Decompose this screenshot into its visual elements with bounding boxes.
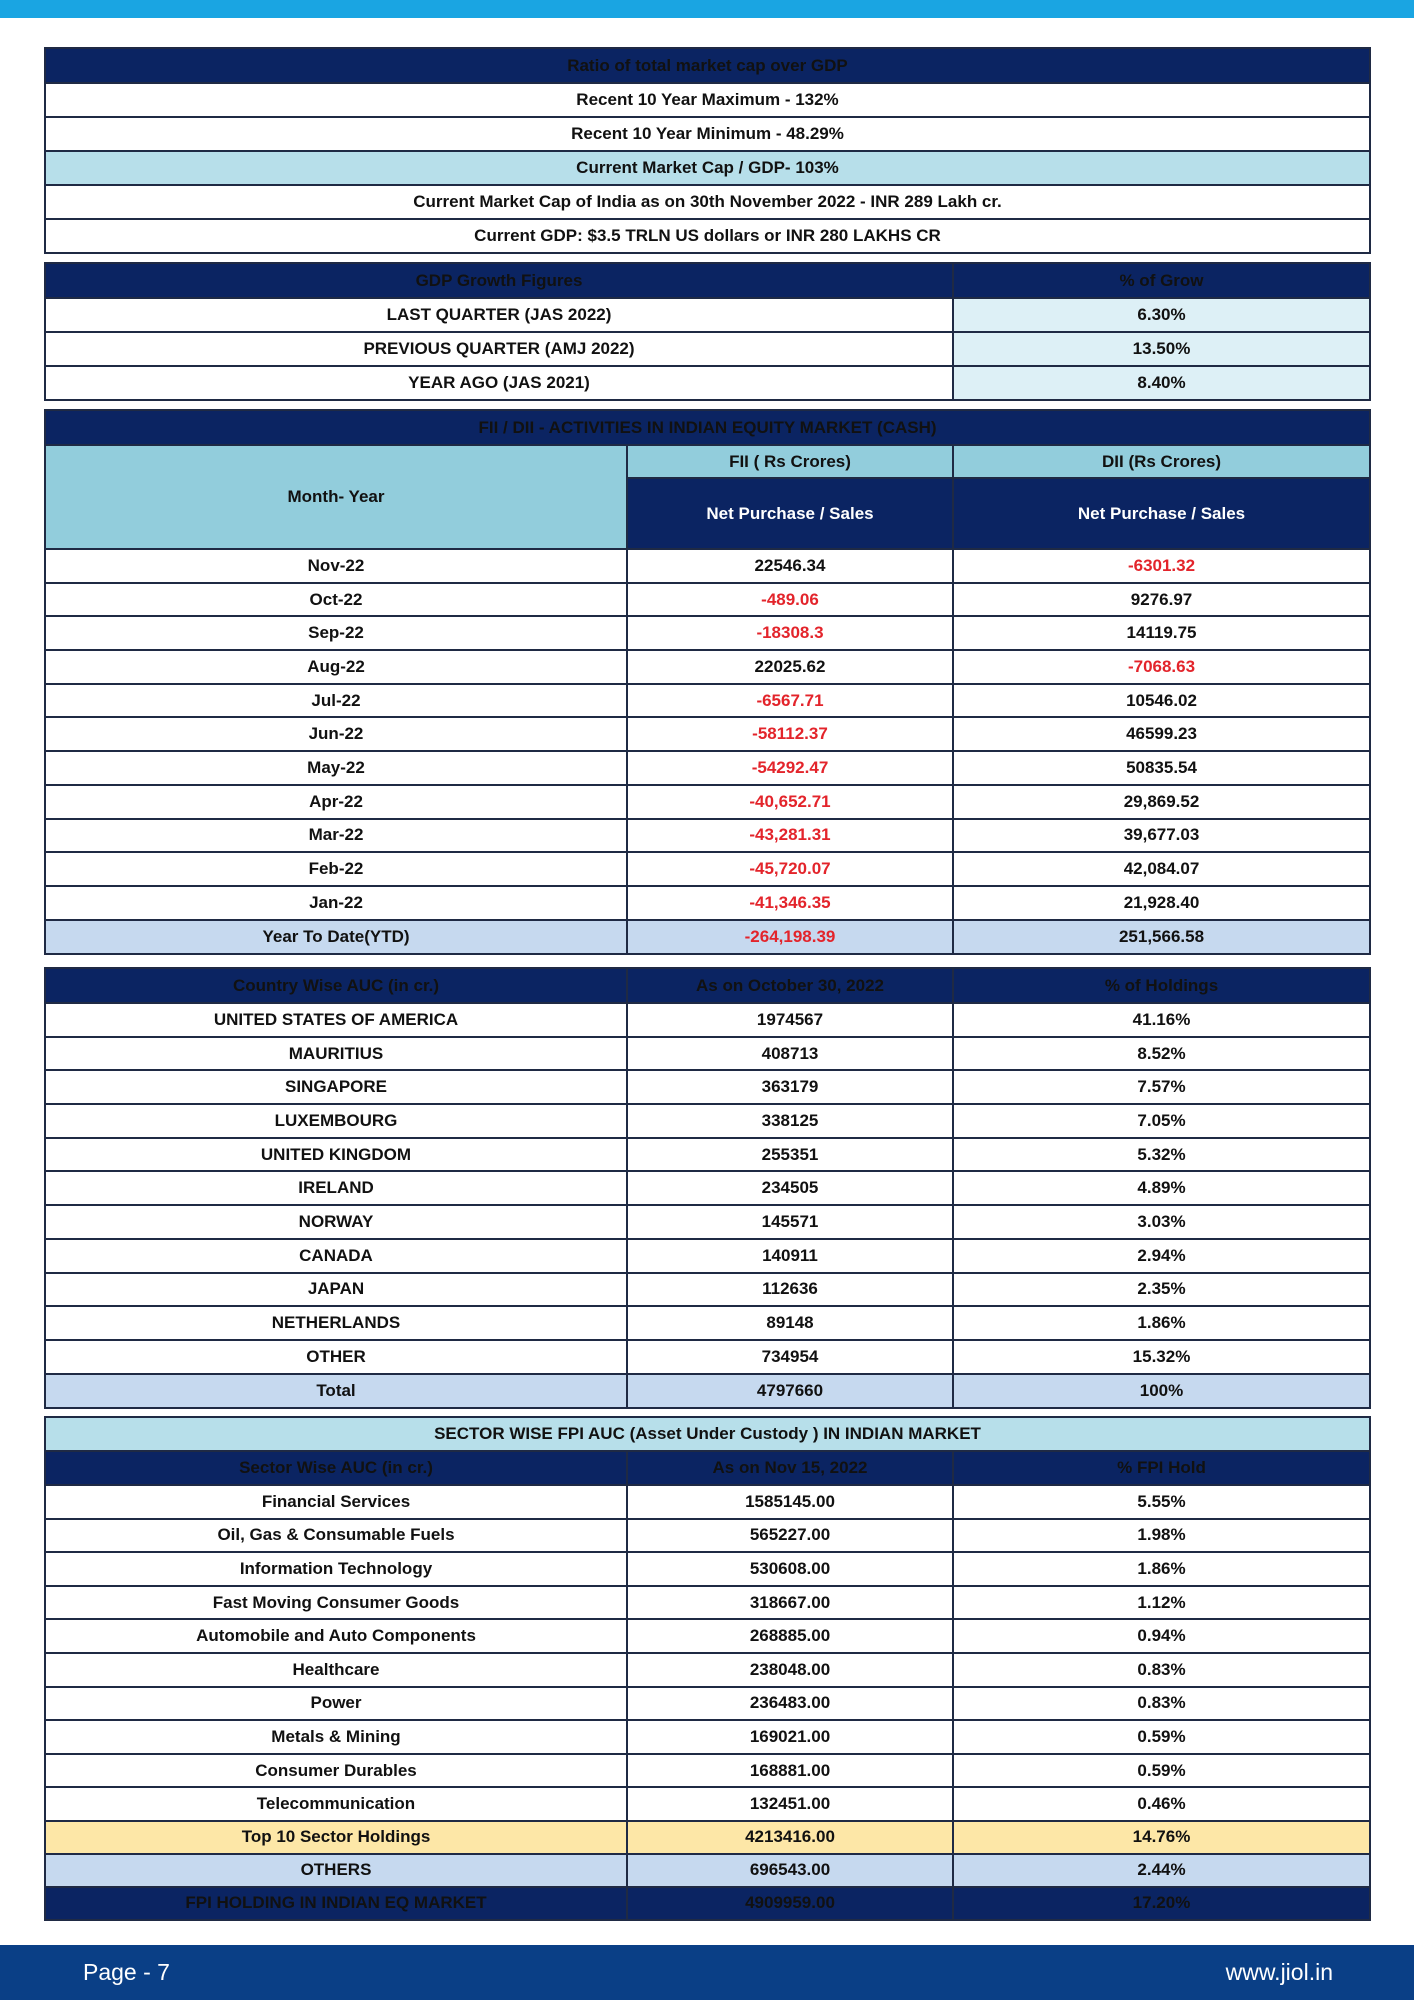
- fii-cell-1: -6567.71: [627, 684, 953, 718]
- fii-cell-1: -54292.47: [627, 751, 953, 785]
- others-pct: 2.44%: [953, 1854, 1370, 1887]
- sector-cell-1: 318667.00: [627, 1586, 953, 1620]
- top10-value: 4213416.00: [627, 1821, 953, 1854]
- fii-row: [45, 684, 1370, 718]
- country-row: [45, 1239, 1370, 1273]
- country-cell-2: 2.94%: [953, 1239, 1370, 1273]
- sector-cell-0: Oil, Gas & Consumable Fuels: [45, 1519, 627, 1553]
- country-total-value: 4797660: [627, 1374, 953, 1408]
- gdp-row-value: 13.50%: [953, 332, 1370, 366]
- sector-cell-2: 0.83%: [953, 1687, 1370, 1721]
- gdp-header-pct: % of Grow: [953, 263, 1370, 298]
- sector-header-pct: % FPI Hold: [953, 1451, 1370, 1485]
- country-row: [45, 1070, 1370, 1104]
- country-cell-1: 734954: [627, 1340, 953, 1374]
- sector-cell-2: 0.83%: [953, 1653, 1370, 1687]
- country-cell-1: 255351: [627, 1138, 953, 1172]
- sector-cell-2: 0.59%: [953, 1720, 1370, 1754]
- fii-cell-0: Sep-22: [45, 616, 627, 650]
- fii-row: [45, 549, 1370, 583]
- sector-cell-2: 0.46%: [953, 1787, 1370, 1821]
- sector-cell-1: 238048.00: [627, 1653, 953, 1687]
- country-cell-2: 7.57%: [953, 1070, 1370, 1104]
- gdp-growth-table: [44, 262, 1371, 401]
- country-header-date: As on October 30, 2022: [627, 968, 953, 1003]
- ratio-max: Recent 10 Year Maximum - 132%: [45, 83, 1370, 117]
- country-cell-2: 1.86%: [953, 1306, 1370, 1340]
- country-cell-1: 89148: [627, 1306, 953, 1340]
- fii-cell-2: 10546.02: [953, 684, 1370, 718]
- fii-cell-1: -43,281.31: [627, 819, 953, 853]
- country-auc-table: [44, 967, 1371, 1409]
- sector-row: [45, 1754, 1370, 1788]
- ytd-fii: -264,198.39: [627, 920, 953, 954]
- fii-row: [45, 650, 1370, 684]
- sector-title: SECTOR WISE FPI AUC (Asset Under Custody ) IN INDIAN MARKET: [45, 1417, 1370, 1451]
- sector-cell-1: 236483.00: [627, 1687, 953, 1721]
- sector-header-date: As on Nov 15, 2022: [627, 1451, 953, 1485]
- gdp-row-label: LAST QUARTER (JAS 2022): [45, 298, 953, 332]
- fii-cell-0: Apr-22: [45, 785, 627, 819]
- sector-row: [45, 1485, 1370, 1519]
- fii-cell-0: Jan-22: [45, 886, 627, 920]
- sector-cell-0: Consumer Durables: [45, 1754, 627, 1788]
- fii-net-header: Net Purchase / Sales: [627, 478, 953, 549]
- page-number: Page - 7: [83, 1959, 170, 1985]
- fii-cell-0: May-22: [45, 751, 627, 785]
- country-cell-2: 7.05%: [953, 1104, 1370, 1138]
- sector-cell-1: 169021.00: [627, 1720, 953, 1754]
- country-cell-2: 8.52%: [953, 1037, 1370, 1071]
- sector-cell-2: 5.55%: [953, 1485, 1370, 1519]
- fpi-pct: 17.20%: [953, 1887, 1370, 1920]
- top10-label: Top 10 Sector Holdings: [45, 1821, 627, 1854]
- fii-cell-1: 22025.62: [627, 650, 953, 684]
- country-row: [45, 1273, 1370, 1307]
- sector-cell-1: 168881.00: [627, 1754, 953, 1788]
- country-cell-2: 41.16%: [953, 1003, 1370, 1037]
- fii-header: FII ( Rs Crores): [627, 445, 953, 478]
- fii-cell-2: 50835.54: [953, 751, 1370, 785]
- fii-cell-1: -58112.37: [627, 717, 953, 751]
- sector-cell-1: 132451.00: [627, 1787, 953, 1821]
- sector-row: [45, 1619, 1370, 1653]
- country-cell-0: NETHERLANDS: [45, 1306, 627, 1340]
- ratio-current: Current Market Cap / GDP- 103%: [45, 151, 1370, 185]
- country-row: [45, 1003, 1370, 1037]
- dii-net-header: Net Purchase / Sales: [953, 478, 1370, 549]
- sector-row: [45, 1519, 1370, 1553]
- sector-cell-1: 565227.00: [627, 1519, 953, 1553]
- sector-row: [45, 1787, 1370, 1821]
- gdp-row-value: 8.40%: [953, 366, 1370, 400]
- sector-cell-2: 0.59%: [953, 1754, 1370, 1788]
- dii-header: DII (Rs Crores): [953, 445, 1370, 478]
- country-cell-1: 140911: [627, 1239, 953, 1273]
- fii-row: [45, 583, 1370, 617]
- top-accent-bar: [0, 0, 1414, 18]
- fii-cell-0: Mar-22: [45, 819, 627, 853]
- gdp-header-label: GDP Growth Figures: [45, 263, 953, 298]
- fii-row: [45, 785, 1370, 819]
- market-cap-gdp-table: [44, 47, 1371, 254]
- sector-cell-2: 0.94%: [953, 1619, 1370, 1653]
- ytd-label: Year To Date(YTD): [45, 920, 627, 954]
- sector-row: [45, 1653, 1370, 1687]
- country-row: [45, 1037, 1370, 1071]
- country-cell-2: 5.32%: [953, 1138, 1370, 1172]
- country-cell-2: 15.32%: [953, 1340, 1370, 1374]
- country-cell-0: NORWAY: [45, 1205, 627, 1239]
- fii-cell-2: 9276.97: [953, 583, 1370, 617]
- fii-cell-0: Jun-22: [45, 717, 627, 751]
- fii-cell-1: -40,652.71: [627, 785, 953, 819]
- ratio-title: Ratio of total market cap over GDP: [45, 48, 1370, 83]
- fii-row: [45, 717, 1370, 751]
- sector-cell-0: Healthcare: [45, 1653, 627, 1687]
- country-total-pct: 100%: [953, 1374, 1370, 1408]
- fii-cell-2: -7068.63: [953, 650, 1370, 684]
- ratio-market-cap: Current Market Cap of India as on 30th November 2022 - INR 289 Lakh cr.: [45, 185, 1370, 219]
- fii-cell-1: -18308.3: [627, 616, 953, 650]
- others-value: 696543.00: [627, 1854, 953, 1887]
- fii-cell-2: -6301.32: [953, 549, 1370, 583]
- fii-cell-1: -41,346.35: [627, 886, 953, 920]
- country-cell-1: 1974567: [627, 1003, 953, 1037]
- fii-row: [45, 886, 1370, 920]
- country-cell-1: 145571: [627, 1205, 953, 1239]
- country-cell-0: JAPAN: [45, 1273, 627, 1307]
- sector-cell-1: 1585145.00: [627, 1485, 953, 1519]
- country-cell-1: 112636: [627, 1273, 953, 1307]
- sector-cell-0: Metals & Mining: [45, 1720, 627, 1754]
- country-row: [45, 1340, 1370, 1374]
- sector-cell-0: Fast Moving Consumer Goods: [45, 1586, 627, 1620]
- country-cell-1: 363179: [627, 1070, 953, 1104]
- fii-cell-2: 46599.23: [953, 717, 1370, 751]
- country-cell-0: SINGAPORE: [45, 1070, 627, 1104]
- fii-title: FII / DII - ACTIVITIES IN INDIAN EQUITY MARKET (CASH): [45, 410, 1370, 445]
- fii-row: [45, 616, 1370, 650]
- fii-cell-1: -45,720.07: [627, 852, 953, 886]
- sector-fpi-table: [44, 1416, 1371, 1921]
- fii-cell-2: 21,928.40: [953, 886, 1370, 920]
- sector-row: [45, 1586, 1370, 1620]
- sector-cell-0: Financial Services: [45, 1485, 627, 1519]
- fii-cell-0: Aug-22: [45, 650, 627, 684]
- country-cell-1: 338125: [627, 1104, 953, 1138]
- country-cell-1: 408713: [627, 1037, 953, 1071]
- country-cell-0: LUXEMBOURG: [45, 1104, 627, 1138]
- sector-cell-0: Automobile and Auto Components: [45, 1619, 627, 1653]
- country-cell-2: 4.89%: [953, 1171, 1370, 1205]
- gdp-row-label: YEAR AGO (JAS 2021): [45, 366, 953, 400]
- country-cell-1: 234505: [627, 1171, 953, 1205]
- website-link[interactable]: www.jiol.in: [1225, 1959, 1333, 1985]
- sector-row: [45, 1720, 1370, 1754]
- fii-cell-0: Jul-22: [45, 684, 627, 718]
- country-cell-0: UNITED KINGDOM: [45, 1138, 627, 1172]
- fii-cell-0: Nov-22: [45, 549, 627, 583]
- country-cell-0: UNITED STATES OF AMERICA: [45, 1003, 627, 1037]
- country-cell-0: IRELAND: [45, 1171, 627, 1205]
- country-header-label: Country Wise AUC (in cr.): [45, 968, 627, 1003]
- ratio-gdp: Current GDP: $3.5 TRLN US dollars or INR 280 LAKHS CR: [45, 219, 1370, 253]
- fii-row: [45, 751, 1370, 785]
- others-label: OTHERS: [45, 1854, 627, 1887]
- country-row: [45, 1138, 1370, 1172]
- ytd-dii: 251,566.58: [953, 920, 1370, 954]
- country-row: [45, 1104, 1370, 1138]
- country-cell-0: CANADA: [45, 1239, 627, 1273]
- fii-row: [45, 819, 1370, 853]
- ratio-min: Recent 10 Year Minimum - 48.29%: [45, 117, 1370, 151]
- sector-header-label: Sector Wise AUC (in cr.): [45, 1451, 627, 1485]
- country-cell-2: 3.03%: [953, 1205, 1370, 1239]
- sector-cell-2: 1.12%: [953, 1586, 1370, 1620]
- sector-row: [45, 1687, 1370, 1721]
- country-cell-0: OTHER: [45, 1340, 627, 1374]
- fpi-label: FPI HOLDING IN INDIAN EQ MARKET: [45, 1887, 627, 1920]
- gdp-row-value: 6.30%: [953, 298, 1370, 332]
- top10-pct: 14.76%: [953, 1821, 1370, 1854]
- fii-dii-table: [44, 409, 1371, 955]
- country-row: [45, 1205, 1370, 1239]
- fii-cell-0: Oct-22: [45, 583, 627, 617]
- month-year-header: Month- Year: [45, 445, 627, 549]
- country-row: [45, 1171, 1370, 1205]
- country-header-pct: % of Holdings: [953, 968, 1370, 1003]
- sector-cell-0: Telecommunication: [45, 1787, 627, 1821]
- fii-row: [45, 852, 1370, 886]
- country-row: [45, 1306, 1370, 1340]
- country-total-label: Total: [45, 1374, 627, 1408]
- sector-cell-1: 268885.00: [627, 1619, 953, 1653]
- fii-cell-2: 14119.75: [953, 616, 1370, 650]
- gdp-row-label: PREVIOUS QUARTER (AMJ 2022): [45, 332, 953, 366]
- fpi-value: 4909959.00: [627, 1887, 953, 1920]
- sector-row: [45, 1552, 1370, 1586]
- fii-cell-2: 29,869.52: [953, 785, 1370, 819]
- fii-cell-1: 22546.34: [627, 549, 953, 583]
- fii-cell-0: Feb-22: [45, 852, 627, 886]
- sector-cell-0: Information Technology: [45, 1552, 627, 1586]
- country-cell-0: MAURITIUS: [45, 1037, 627, 1071]
- fii-cell-1: -489.06: [627, 583, 953, 617]
- sector-cell-0: Power: [45, 1687, 627, 1721]
- sector-cell-2: 1.86%: [953, 1552, 1370, 1586]
- sector-cell-2: 1.98%: [953, 1519, 1370, 1553]
- fii-cell-2: 42,084.07: [953, 852, 1370, 886]
- sector-cell-1: 530608.00: [627, 1552, 953, 1586]
- country-cell-2: 2.35%: [953, 1273, 1370, 1307]
- page-footer: [0, 1945, 1414, 2000]
- fii-cell-2: 39,677.03: [953, 819, 1370, 853]
